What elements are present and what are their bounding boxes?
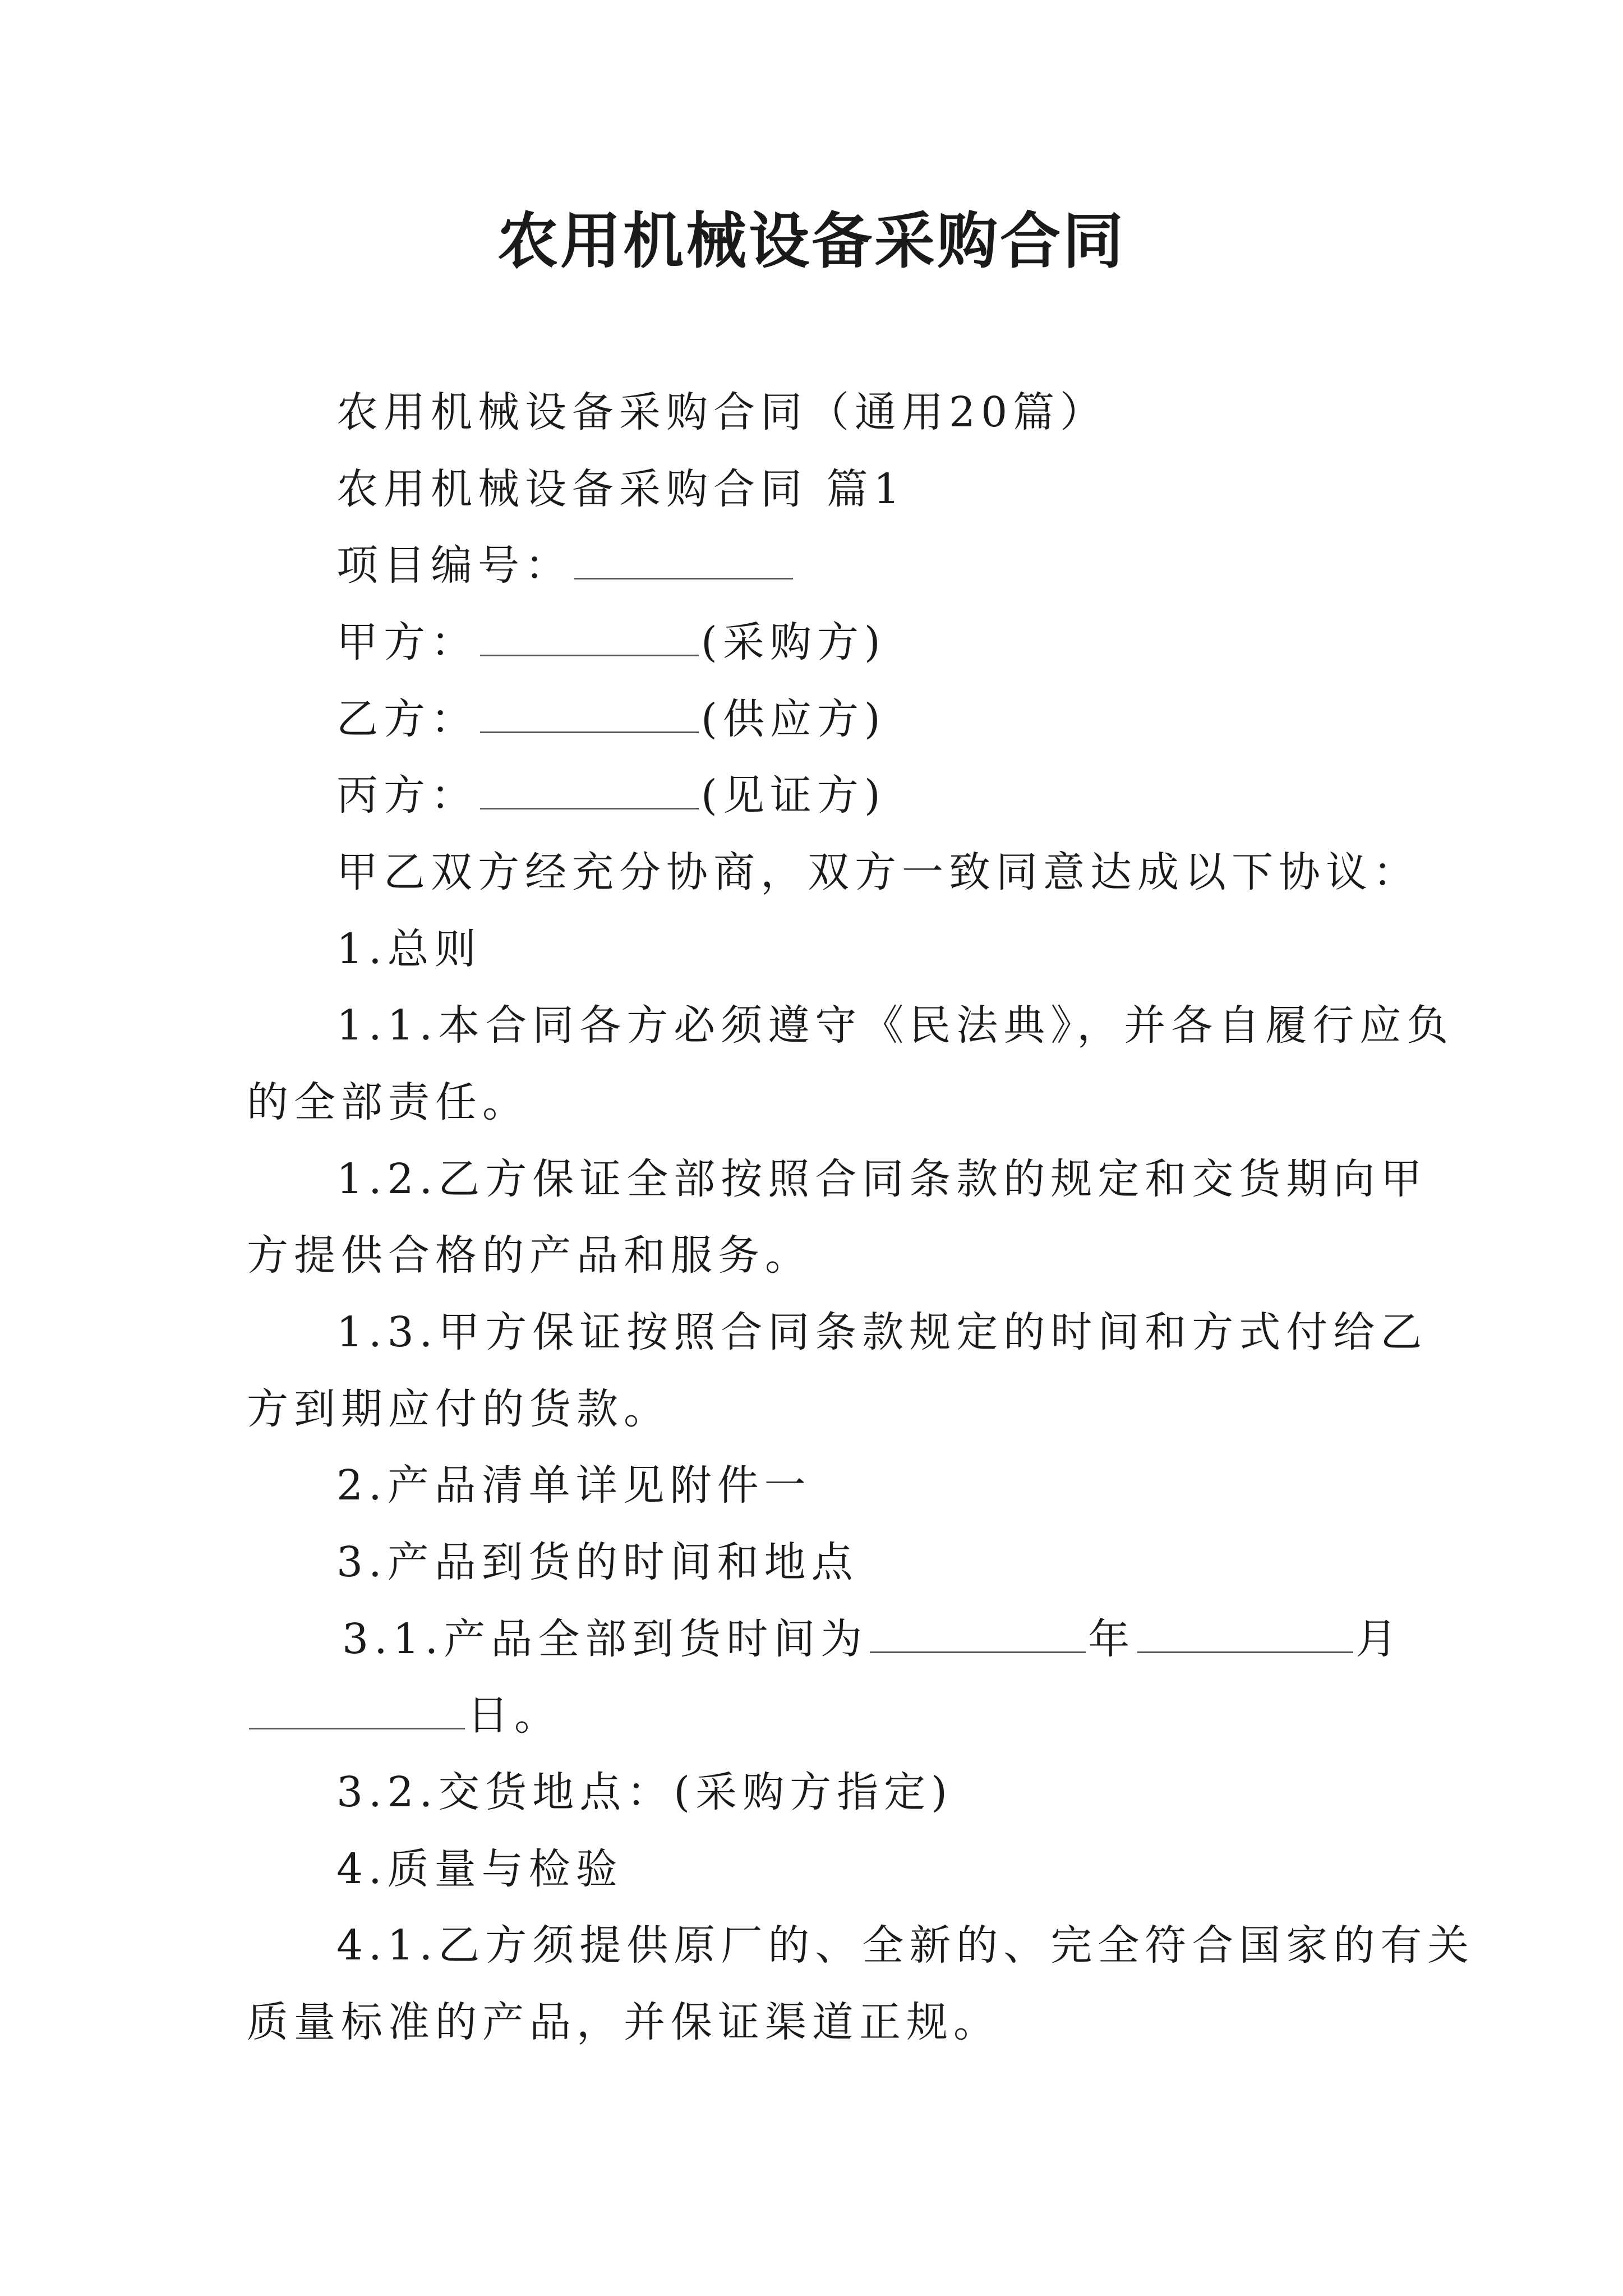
clause-4-1-line-2: 质量标准的产品，并保证渠道正规。 [247,1998,1000,2046]
year-label: 年 [1088,1615,1136,1663]
clause-1-3-line-1: 1.3.甲方保证按照合同条款规定的时间和方式付给乙 [336,1308,1428,1356]
clause-3-2: 3.2.交货地点：(采购方指定) [336,1768,953,1816]
section-1-heading: 1.总则 [336,925,482,973]
section-2-heading: 2.产品清单详见附件一 [336,1461,811,1510]
subtitle: 农用机械设备采购合同（通用20篇） [336,388,1108,436]
party-c-blank [480,776,699,809]
month-label: 月 [1355,1615,1403,1663]
clause-1-2-line-1: 1.2.乙方保证全部按照合同条款的规定和交货期向甲 [336,1155,1428,1203]
clause-3-1-line-2 [247,1687,561,1743]
party-b-blank [480,700,699,733]
party-b-line [336,691,886,747]
document-title: 农用机械设备采购合同 [497,206,1126,277]
party-a-role: (采购方) [701,618,886,666]
year-blank [870,1620,1086,1653]
clause-1-1-line-2: 的全部责任。 [247,1078,529,1126]
project-number-line [336,537,795,593]
section-3-heading: 3.产品到货的时间和地点 [336,1538,859,1586]
intro-paragraph: 甲乙双方经充分协商，双方一致同意达成以下协议： [336,848,1420,896]
party-b-label: 乙方： [336,695,478,743]
clause-3-1-line-1 [342,1611,1403,1667]
party-c-role: (见证方) [701,771,886,820]
clause-4-1-line-1: 4.1.乙方须提供原厂的、全新的、完全符合国家的有关 [336,1921,1475,1970]
party-c-label: 丙方： [336,771,478,820]
party-a-label: 甲方： [336,618,478,666]
party-a-blank [480,623,699,656]
clause-1-1-line-1: 1.1.本合同各方必须遵守《民法典》，并各自履行应负 [336,1001,1454,1050]
party-b-role: (供应方) [701,695,886,743]
clause-3-1-prefix: 3.1.产品全部到货时间为 [342,1615,868,1663]
party-c-line [336,767,886,823]
day-label: 日。 [467,1691,561,1740]
clause-1-3-line-2: 方到期应付的货款。 [247,1385,671,1433]
clause-1-2-line-2: 方提供合格的产品和服务。 [247,1231,812,1280]
section-4-heading: 4.质量与检验 [336,1845,623,1893]
party-a-line [336,614,886,670]
day-blank [249,1696,465,1729]
project-number-label: 项目编号： [336,541,572,590]
chapter-heading: 农用机械设备采购合同 篇1 [336,465,906,513]
month-blank [1137,1620,1353,1653]
project-number-blank [574,546,793,579]
